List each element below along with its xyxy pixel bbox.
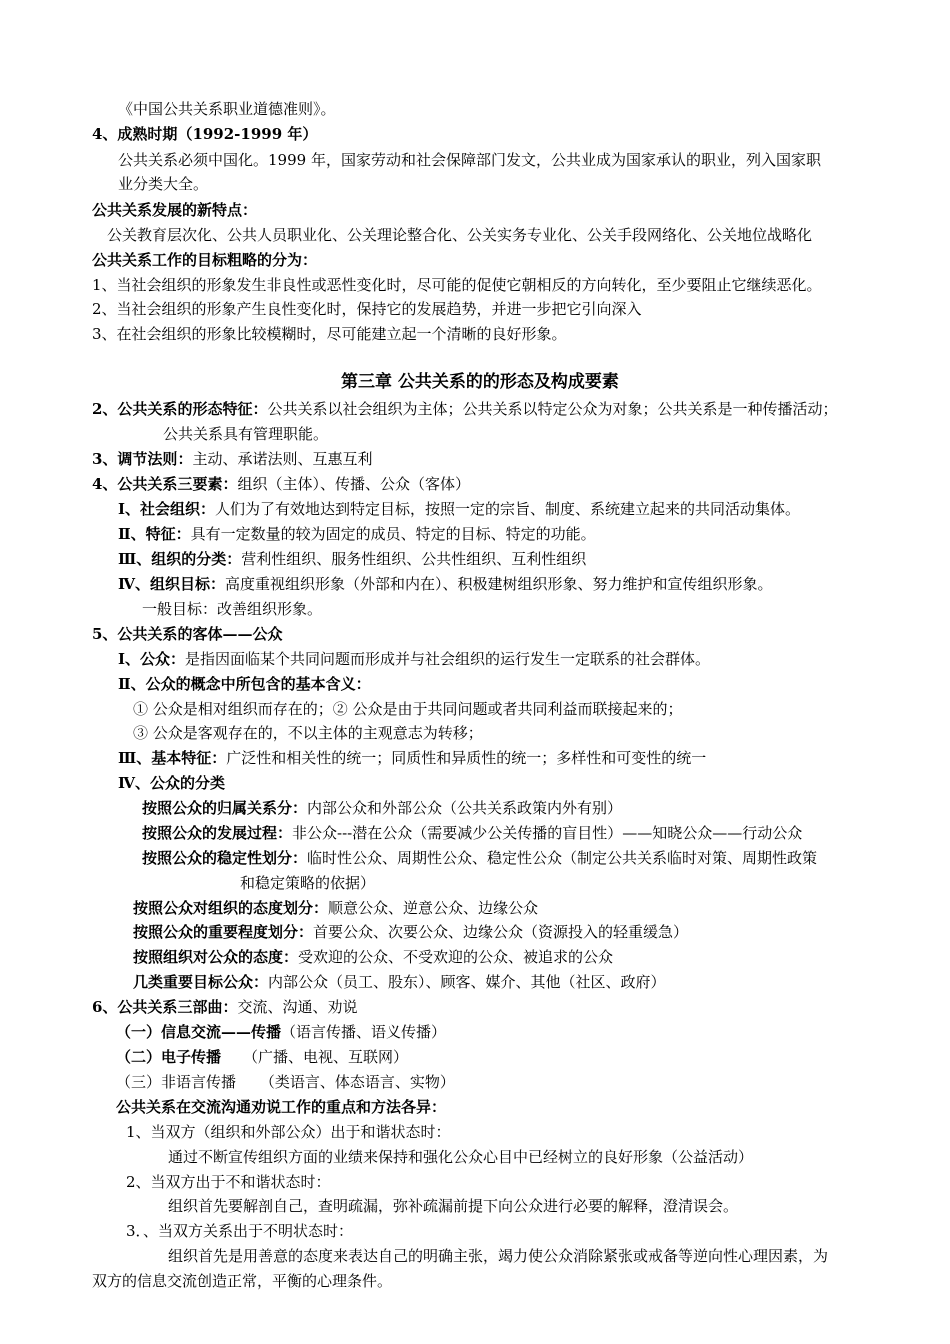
text-line: 1、当双方（组织和外部公众）出于和谐状态时： bbox=[126, 1123, 451, 1141]
text-line bbox=[142, 823, 802, 843]
item-label: （二）电子传播 bbox=[116, 1048, 222, 1066]
text-line bbox=[142, 848, 817, 868]
item-label: 按照公众的归属关系分： bbox=[142, 799, 308, 817]
text-line bbox=[92, 997, 357, 1017]
text-line: （三）非语言传播 （类语言、体态语言、实物） bbox=[116, 1073, 455, 1091]
text-line: ③ 公众是客观存在的，不以主体的主观意志为转移； bbox=[133, 724, 483, 742]
text-line: 组织首先是用善意的态度来表达自己的明确主张，竭力使公众消除紧张或戒备等逆向性心理因素，为 bbox=[168, 1247, 829, 1265]
item-text: 组织（主体）、传播、公众（客体） bbox=[237, 475, 470, 493]
text-line bbox=[92, 399, 837, 419]
section-heading: 公共关系在交流沟通劝说工作的重点和方法各异： bbox=[116, 1098, 447, 1116]
item-text: 交流、沟通、劝说 bbox=[237, 998, 358, 1016]
item-text: 受欢迎的公众、不受欢迎的公众、被追求的公众 bbox=[298, 948, 614, 966]
text-line bbox=[142, 798, 622, 818]
text-line: 《中国公共关系职业道德准则》。 bbox=[118, 100, 336, 118]
item-label: Ⅱ、特征： bbox=[118, 525, 191, 543]
text-line: 通过不断宣传组织方面的业绩来保持和强化公众心目中已经树立的良好形象（公益活动） bbox=[168, 1148, 754, 1166]
text-line bbox=[133, 898, 538, 918]
item-label: 4、公共关系三要素： bbox=[92, 475, 238, 493]
item-text: 高度重视组织形象（外部和内在）、积极建树组织形象、努力维护和宣传组织形象。 bbox=[225, 575, 773, 593]
text-line: 3、在社会组织的形象比较模糊时，尽可能建立起一个清晰的良好形象。 bbox=[92, 325, 567, 343]
text-line bbox=[133, 972, 666, 992]
item-text: 人们为了有效地达到特定目标，按照一定的宗旨、制度、系统建立起来的共同活动集体。 bbox=[215, 500, 801, 518]
item-text: 营利性组织、服务性组织、公共性组织、互利性组织 bbox=[241, 550, 587, 568]
text-line bbox=[118, 748, 706, 768]
item-label: （一）信息交流——传播 bbox=[116, 1023, 282, 1041]
text-line: 2、当社会组织的形象产生良性变化时，保持它的发展趋势，并进一步把它引向深入 bbox=[92, 300, 642, 318]
text-line bbox=[118, 574, 773, 594]
text-line bbox=[118, 524, 596, 544]
item-label: Ⅲ、基本特征： bbox=[118, 749, 227, 767]
item-text: （广播、电视、互联网） bbox=[243, 1048, 409, 1066]
chapter-title: 第三章 公共关系的的形态及构成要素 bbox=[341, 372, 619, 392]
item-label: 2、公共关系的形态特征： bbox=[92, 400, 268, 418]
section-heading: 公共关系工作的目标粗略的分为： bbox=[92, 251, 318, 269]
item-text: 是指因面临某个共同问题而形成并与社会组织的运行发生一定联系的社会群体。 bbox=[185, 650, 711, 668]
item-label: Ⅳ、组织目标： bbox=[118, 575, 226, 593]
text-line: 1、当社会组织的形象发生非良性或恶性变化时，尽可能的促使它朝相反的方向转化，至少要阻止它继续恶化。 bbox=[92, 276, 822, 294]
item-label: Ⅰ、社会组织： bbox=[118, 500, 216, 518]
item-text: 内部公众（员工、股东）、顾客、媒介、其他（社区、政府） bbox=[268, 973, 666, 991]
text-line: 2、当双方出于不和谐状态时： bbox=[126, 1173, 331, 1191]
item-text: （语言传播、语义传播） bbox=[281, 1023, 447, 1041]
item-label: 按照公众的发展过程： bbox=[142, 824, 293, 842]
text-line bbox=[133, 947, 613, 967]
item-text: 首要公众、次要公众、边缘公众（资源投入的轻重缓急） bbox=[313, 923, 689, 941]
text-line bbox=[133, 922, 688, 942]
text-line bbox=[118, 549, 586, 569]
section-heading: Ⅳ、公众的分类 bbox=[118, 774, 226, 792]
item-text: 内部公众和外部公众（公共关系政策内外有别） bbox=[307, 799, 623, 817]
item-label: Ⅲ、组织的分类： bbox=[118, 550, 242, 568]
text-line bbox=[118, 499, 800, 519]
text-line: 组织首先要解剖自己，查明疏漏，弥补疏漏前提下向公众进行必要的解释，澄清误会。 bbox=[168, 1197, 739, 1215]
text-line: ① 公众是相对组织而存在的；② 公众是由于共同问题或者共同利益而联接起来的； bbox=[133, 700, 683, 718]
text-line: 和稳定策略的依据） bbox=[240, 874, 376, 892]
item-text: 非公众---潜在公众（需要减少公关传播的盲目性）——知晓公众——行动公众 bbox=[292, 824, 803, 842]
text-line bbox=[92, 449, 372, 469]
item-label: 几类重要目标公众： bbox=[133, 973, 269, 991]
text-line bbox=[118, 649, 710, 669]
text-line: 双方的信息交流创造正常，平衡的心理条件。 bbox=[92, 1272, 393, 1290]
text-line: 公共关系具有管理职能。 bbox=[163, 425, 329, 443]
item-label: 按照组织对公众的态度： bbox=[133, 948, 299, 966]
item-label: 按照公众的重要程度划分： bbox=[133, 923, 314, 941]
text-line: 公共关系必须中国化。1999 年，国家劳动和社会保障部门发文，公共业成为国家承认的职业，列入国家职 bbox=[118, 151, 821, 169]
text-line: 一般目标：改善组织形象。 bbox=[142, 600, 323, 618]
section-heading: 4、成熟时期（1992-1999 年） bbox=[92, 125, 318, 143]
item-label: 3、调节法则： bbox=[92, 450, 193, 468]
section-heading: 5、公共关系的客体——公众 bbox=[92, 625, 283, 643]
text-line: 3．、当双方关系出于不明状态时： bbox=[126, 1222, 354, 1240]
text-line bbox=[92, 474, 470, 494]
item-text: 广泛性和相关性的统一；同质性和异质性的统一；多样性和可变性的统一 bbox=[226, 749, 707, 767]
text-line bbox=[116, 1022, 446, 1042]
section-heading: Ⅱ、公众的概念中所包含的基本含义： bbox=[118, 675, 371, 693]
item-label: 6、公共关系三部曲： bbox=[92, 998, 238, 1016]
item-text: 公共关系以社会组织为主体；公共关系以特定公众为对象；公共关系是一种传播活动； bbox=[267, 400, 838, 418]
text-line: 公关教育层次化、公共人员职业化、公关理论整合化、公关实务专业化、公关手段网络化、公关地位战略化 bbox=[107, 226, 813, 244]
item-text: 主动、承诺法则、互惠互利 bbox=[192, 450, 373, 468]
item-text: 临时性公众、周期性公众、稳定性公众（制定公共关系临时对策、周期性政策 bbox=[307, 849, 818, 867]
item-label: 按照公众的稳定性划分： bbox=[142, 849, 308, 867]
text-line: 业分类大全。 bbox=[118, 175, 209, 193]
section-heading: 公共关系发展的新特点： bbox=[92, 201, 258, 219]
text-line bbox=[116, 1047, 408, 1067]
item-text: 具有一定数量的较为固定的成员、特定的目标、特定的功能。 bbox=[190, 525, 596, 543]
item-label: 按照公众对组织的态度划分： bbox=[133, 899, 329, 917]
item-label: Ⅰ、公众： bbox=[118, 650, 186, 668]
item-text: 顺意公众、逆意公众、边缘公众 bbox=[328, 899, 539, 917]
